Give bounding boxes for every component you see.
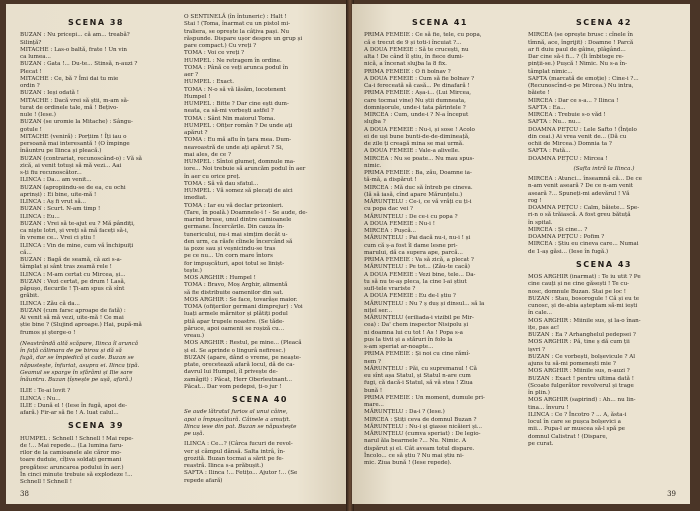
text-line: MIRCEA : Pușcă... xyxy=(364,228,417,234)
text-line: nem ? xyxy=(364,358,381,365)
text-line: în spital. xyxy=(528,219,553,226)
text-line: MITACHE (veniră) : Porțiim ! Îți iau o xyxy=(20,133,127,140)
text-line: HUMPEL : Bitte ? Dar cine ești dum- xyxy=(184,101,289,107)
text-line: iore... Noi trebuie să aruncăm podul în aer xyxy=(184,166,306,173)
text-line: mai ales, de ce ? xyxy=(184,151,231,158)
text-line: HUMPEL : Vă somez să plecați de aici xyxy=(184,188,293,194)
text-line: SAFTA : Ilinca !... Fetițo... Ajutor !... (Se xyxy=(184,470,298,477)
text-line: nimic. xyxy=(364,162,382,169)
text-line: DOAMNA PEȚCU : Mircea ! xyxy=(528,155,608,162)
text-line: ILINCA : M-am certat cu Mircea, și... xyxy=(20,271,126,278)
stage-direction xyxy=(528,166,680,173)
page-number: 39 xyxy=(667,490,676,498)
text-line: MITACHE : Ce, bă ? Îmi dai tu mie xyxy=(20,75,119,82)
text-line: aseară ?... Spuneți-mi adevărul ! Vă xyxy=(528,190,630,197)
text-line: nică, a încenat slujba la 8 fix. xyxy=(364,61,447,68)
text-line: PRIMA FEMEIE : Așa-i... (Lui Mircea, xyxy=(364,90,472,97)
text-line: traliera, se oprește la câțiva pași. Nu xyxy=(184,28,290,35)
right-column-2 xyxy=(528,14,680,448)
text-line: Dar cine să-i fi... ? (Îi îmbitege re- xyxy=(528,54,624,60)
text-line: în aer cu orice preț. xyxy=(184,173,241,180)
text-line: MĂRUNȚELU : Păi, cu supremanul ! Că xyxy=(364,365,478,372)
text-line: aprinși) : Ei bine, uite-mă ! xyxy=(20,191,97,198)
text-line: (Iă să iasă, cînd apare Mărunțelu.) xyxy=(364,191,463,198)
text-line: MIRCEA : Știți ceva de domnul Buzan ? xyxy=(364,416,477,423)
text-line: MIRCEA : Dar ce s-a... ? Ilinca ! xyxy=(528,97,619,104)
right-page xyxy=(352,4,690,504)
text-line: gotule ! xyxy=(20,126,42,133)
text-line: ILINCA : Aș fi vrut să... xyxy=(20,199,86,205)
text-line: Plecat ! xyxy=(20,68,42,75)
text-line: for impușcături, apoi totul se linișt- xyxy=(184,260,285,267)
scene-heading: SCENA 40 xyxy=(232,395,288,404)
text-line: sufl-tele vrariste ? xyxy=(364,286,416,292)
text-line: MIRCEA : Mă duc să întreb pe cineva. xyxy=(364,184,473,191)
text-line: imediat. xyxy=(184,195,208,202)
text-line: DOAMNA PEȚCU : Lele Safto ! (Înțelo xyxy=(528,126,637,133)
text-line: neavoastră de unde ați apărut ? Si, xyxy=(184,144,284,151)
text-line: năpustește, înfuriat, asupra ei. Ilinca țipă. xyxy=(20,362,140,369)
text-line: PRIMA FEMEIE : Ce să fie, tele, cu popa, xyxy=(364,32,482,39)
text-line: neata, ca să-mi vorbești astfel ? xyxy=(184,108,274,115)
text-line: bună ! xyxy=(364,387,383,394)
text-line: Ca-i fereceată să casă... Pe dinafară ! xyxy=(364,83,470,89)
text-line: A DOUA FEMEIE : Să te crucești, nu xyxy=(364,46,469,53)
text-line: tu să nu te-aș pleca, la cine l-ai știut xyxy=(364,278,467,285)
text-line: pare compact.) Cu vreți ? xyxy=(184,43,257,49)
text-line: pe curat. xyxy=(528,440,554,447)
text-line: TOMA : Să vă dau sfatul... xyxy=(184,180,259,187)
text-line: în plin.) xyxy=(528,390,550,396)
text-line: ițe, pas ac! xyxy=(528,324,560,331)
text-line: A DOUA FEMEIE : Cum să fie bolnav ? xyxy=(364,75,475,82)
text-line: germane. Încercările. Din cauza în- xyxy=(184,224,285,231)
dialogue-block xyxy=(20,436,172,487)
text-line: (Scoate fulgerător revolverul și trage xyxy=(528,382,634,389)
text-line: s-am speriat ar-noapte... xyxy=(364,344,434,350)
left-column-2 xyxy=(184,14,336,485)
text-line: grăbit. xyxy=(20,293,39,300)
text-line: păpușo, flecurile ! Ți-am spus că sînt xyxy=(20,286,125,292)
text-line: BUZAN : Bagă de seamă, că azi s-a- xyxy=(20,257,122,263)
text-line: MIRCEA (se oprește brusc : cînele în xyxy=(528,32,634,39)
text-line: den urm, ca răsfe cîinele încercând să xyxy=(184,238,293,245)
text-line: PRIMA FEMEIE : O fi bolnav ? xyxy=(364,68,451,75)
text-line: ILINCA : Ce...? (Cârca fucuri de revol- xyxy=(184,441,293,448)
text-line: MĂRUNȚELU : Da-i ? (Iese.) xyxy=(364,409,445,416)
text-line: știe bine ? (Slujind aproape.) Hai, pupă-mă xyxy=(20,322,142,329)
text-line: tina... învuru ! xyxy=(528,404,569,411)
text-line: MĂRUNȚELU : De ce-i cu popa ? xyxy=(364,213,458,220)
text-line: să fie distribuite oamenilor din sat. xyxy=(184,289,284,296)
text-line: tîmnă, ace, îngrijit) : Doamne ! Parcă xyxy=(528,39,634,46)
text-line: în cale... xyxy=(528,310,553,317)
text-line: Humpel ! xyxy=(184,93,211,100)
text-line: persoană mai interesantă ! (O împinge xyxy=(20,141,130,147)
scene-heading: SCENA 41 xyxy=(412,18,468,27)
text-line: ILIE : Dună el ! (Iese în fugă, apoi de- xyxy=(20,402,127,409)
text-line: MOS ARGHIR : Miinile sus, și la-o înan- xyxy=(528,317,641,324)
text-line: BUZAN : Exact ! pentru ultima dată ! xyxy=(528,375,635,382)
text-line: ordin ? xyxy=(20,83,40,89)
text-line: PRIMA FEMEIE : Va să zică, a plecat ? xyxy=(364,257,474,263)
text-line: alta ! De când îl știu, în fiece dumi- xyxy=(364,54,464,60)
left-page xyxy=(6,4,348,504)
text-line: nițel ser... xyxy=(364,307,393,314)
text-line: rilor de la camioanele ale căror mo- xyxy=(20,450,122,456)
text-line: PRIMA FEMEIE : Un moment, dumule pri- xyxy=(364,394,485,401)
text-line: în vreme ce... Vrei ci știu ! xyxy=(20,235,96,242)
text-line: Ai venit să mă vezi, uite-mă ! Ce mai xyxy=(20,315,124,321)
text-line: ILINCA : Ce ? Încotro ? ... A, ăsta-i xyxy=(528,411,627,418)
text-line: mic. Ziua bună ! (Iese repede). xyxy=(364,460,452,466)
text-line: MOS ARGHIR (inarmat) : Te iu utit ? Pe xyxy=(528,274,641,280)
text-line: ca niște lotri, și vreți să mă faceți să-i, xyxy=(20,228,129,234)
text-line: luați armele mărnitor și plătiți podul xyxy=(184,311,288,318)
text-line: ochii de Mircea.) Domnia ta ? xyxy=(528,141,612,147)
right-column-1 xyxy=(364,14,516,467)
text-line: TOMA : Eu mă aflu în țara mea. Dum- xyxy=(184,137,292,144)
text-line: MĂRUNȚELU : Nu-i și giasse nicăieri și... xyxy=(364,423,483,430)
dialogue-block xyxy=(20,32,172,337)
text-line: că... xyxy=(20,249,32,256)
text-line: de zile ți creagă mina se mai urmă. xyxy=(364,141,464,147)
text-line: ri-n o să trăiască. A fost greu bătuță xyxy=(528,212,631,219)
text-line: MĂRUNȚELU : Pe tot... (Zău-te cacă) xyxy=(364,264,470,271)
text-line: MIRCEA : Și cine... ? xyxy=(528,226,588,233)
text-line: s-ți fiu recunoscător... xyxy=(20,170,82,176)
text-line: zică, ai venit totuși să mă vezi... Aai xyxy=(20,162,122,169)
text-line: vreau.) xyxy=(184,333,205,339)
dialogue-block xyxy=(184,14,336,391)
text-line: marului, dă ca supera ape, parcă... xyxy=(364,249,463,256)
text-line: MOS ARGHIR : Miinile sus, n-auzi ? xyxy=(528,368,630,375)
text-line: ișvri ? xyxy=(528,346,546,353)
text-line: BUZAN (cum farsc aproape de fată) : xyxy=(20,307,126,314)
text-line: MĂRUNȚELU : Ce-i, ce vă vrăți cu ți-i xyxy=(364,199,472,205)
text-line: răspunde. Dispare ușor despre un grup și xyxy=(184,35,303,42)
scene-heading: SCENA 39 xyxy=(68,421,124,431)
text-line: marind bruse, unul dintre camioanele xyxy=(184,217,292,223)
text-line: toare duduie, cîțiva soldați germani xyxy=(20,457,122,464)
text-line: TOMA (ofițerilor germani dimprejur) : Voi xyxy=(184,304,303,310)
text-line: ca lumea... xyxy=(20,54,51,60)
text-line: (Safta intră la Ilinca.) xyxy=(573,165,635,172)
text-line: TOMA : Voi ce vreți ? xyxy=(184,50,245,57)
text-line: TOMA : Iar eu vă declar prizonieri. xyxy=(184,202,284,209)
text-line: BUZAN (se uromie la Mitache) : Sângu- xyxy=(20,119,133,126)
text-line: pus la tivii și a stăruri în folo la xyxy=(364,336,453,343)
text-line: TOMA : N-o să vă lăsăm, locotenent xyxy=(184,86,286,93)
text-line: PRIMA FEMEIE : Ba, zău, Doamne ia- xyxy=(364,170,472,176)
text-line: ptiă apar trupele noastre. (Se tăde- xyxy=(184,318,285,325)
text-line: HUMPEL : Ne retragem în ordine. xyxy=(184,57,282,64)
text-line: A DOUA FEMEIE : Nu-i, și sose ! Acolo xyxy=(364,126,475,133)
text-line: n-am venit aseară ? De ce n-am venit xyxy=(528,183,634,190)
text-line: BUZAN : Stau, bosorogule ! Că și eu te xyxy=(528,295,640,302)
text-line: cea) : Da' chem inspector Nisipolu și xyxy=(364,322,469,329)
text-line: apoi o împușcătură. Câinele a amuțit. xyxy=(184,416,291,423)
text-line: și el. Se aprinde o lingurâ nefiresc.) xyxy=(184,347,286,354)
text-line: ei de uși bune bunti-de-de-dimineață, xyxy=(364,133,470,140)
text-line: cum că ș-a fost îl dame lesne pri- xyxy=(364,242,458,249)
page-number: 38 xyxy=(20,490,29,498)
text-line: MITACHE : Las-o baltă, frate ! Un vin xyxy=(20,46,127,53)
text-line: BUZAN : Vrei să te-ajut eu ? Mă pândiți, xyxy=(20,220,135,227)
scene-heading: SCENA 38 xyxy=(68,18,124,27)
dialogue-block xyxy=(528,176,680,256)
text-line: A DOUA FEMEIE : Eu de-l știu ? xyxy=(364,293,456,300)
text-line: aer ? xyxy=(184,72,199,78)
text-line: ptate, orecetează afară locul, dă de ca- xyxy=(184,362,295,368)
text-line: BUZAN : Nu pricepi... că am... treabă? xyxy=(20,32,130,39)
text-line: înăuntru. Buzan țîșnește pe ușă, afară.) xyxy=(20,377,133,383)
text-line: TOMA : Până ce veți arunca podul în xyxy=(184,64,289,71)
text-line: fugi, că dacă-i Statul, să vă stea ! Ziua xyxy=(364,380,473,387)
text-line: narul ăla bearmele ?... Nu. Nimic. A xyxy=(364,438,467,445)
text-line: tâmplat și sânt tras zeamă rele ! xyxy=(20,264,112,271)
text-line: mare... xyxy=(364,402,384,408)
text-line: ni doamna lui cu tot ! As ! Popa s-a xyxy=(364,329,464,336)
text-line: ILINCA : Zău că da... xyxy=(20,300,80,307)
text-line: cine cauți și ne cine găsești ! Te cu- xyxy=(528,281,630,288)
text-line: BUZAN : Gata !... Du-te... Stinsă, n-auzi ? xyxy=(20,61,138,68)
text-line: davrul lui Humpel, îl privește de- xyxy=(184,369,278,376)
text-line: grozită. Buzan tocmai a sărit pe fe- xyxy=(184,455,284,462)
text-line: BUZAN : Ea ? Arhanghelul pedepsei ? xyxy=(528,332,636,338)
text-line: Geamul se sparge în sfărâmi și Ilie sare xyxy=(20,369,133,376)
text-line: tă-mă, a dispărut ! xyxy=(364,177,417,184)
text-line: BUZAN : Ce vorbești, bolșevicule ? Al xyxy=(528,353,636,360)
text-line: BUZAN (apropiindu-se de ea, cu ochi xyxy=(20,184,126,191)
text-line: MĂRUNȚELU (cumva speriat) : De legio- xyxy=(364,431,481,437)
text-line: ILINCA : Vin de mine, cum vă închipuiți xyxy=(20,242,134,249)
text-line: turat de ordinele tale, mă ! Bețivo- xyxy=(20,104,119,111)
text-line: ILINCA : Eu... xyxy=(20,213,60,220)
text-line: ver și câmpul dânsă. Salta intrâ, în- xyxy=(184,448,285,455)
text-line: BUZAN : Scurt. N-am timp ! xyxy=(20,206,101,213)
text-line: MĂRUNȚELU : Pai dacă nu-i, nu-i ! și xyxy=(364,235,471,242)
text-line: BUZAN (apare, dând o vreme, pe neaște- xyxy=(184,354,301,361)
text-line: BUZAN : Ieși odată ! xyxy=(20,90,79,97)
text-line: În cinci minute trebuie să explodeze !... xyxy=(20,471,133,478)
text-line: Păcat... Dar vom pedepsi, ți-o jur ! xyxy=(184,383,282,390)
text-line: BUZAN (contrariat, recunoscând-o) : Vă să xyxy=(20,155,143,162)
text-line: cu popa dac vei ? xyxy=(364,206,414,213)
text-line: repede afară) xyxy=(184,477,223,484)
text-line: MĂRUNȚELU (eriliada-i vizibil pe Mir- xyxy=(364,315,474,321)
text-line: de !... Mai repede... (La lumina faru- xyxy=(20,442,124,449)
text-line: care tocmai vine) Nu știi dumneata, xyxy=(364,97,466,104)
text-line: MIRCEA : Trebuie s-o văd ! xyxy=(528,112,606,118)
text-line: DOAMNA PEȚCU : Pofim ? xyxy=(528,234,605,240)
text-line: A DOUA FEMEIE : Vezi bine, tele... Da- xyxy=(364,271,476,278)
text-line: ILINCA : Nu... xyxy=(20,395,61,402)
text-line: afară.) Fir-ar să fie ! A. luat calul... xyxy=(20,410,119,416)
text-line: din ceai.) Ai vrea venit de... (Dă cu xyxy=(528,133,627,140)
dialogue-block xyxy=(528,32,680,163)
text-line: tâmplat nimic... xyxy=(528,68,573,75)
text-line: cunosc, și de-abia așteptam să-mi iești xyxy=(528,303,638,309)
text-line: Schnell ! Schnell ! xyxy=(20,479,72,485)
text-line: PRIMA FEMEIE : Și noi cu cine rămî- xyxy=(364,351,471,358)
text-line: ar fi duiu paul de gâine, plâgând... xyxy=(528,46,626,53)
text-line: eu sînt așa Statul, și Statul n-are cum xyxy=(364,373,471,379)
text-line: băiete ! xyxy=(528,90,550,97)
text-line: ia poze sau și veșnicindu-se tras xyxy=(184,246,276,252)
text-line: dispărut și el. Cât aveam totul dispare. xyxy=(364,445,475,452)
text-line: pregătesc aruncarea podului în aer.) xyxy=(20,464,124,471)
text-line: ILIE : Te-ai lovit ? xyxy=(20,388,71,395)
text-line: locul în care se pușca bolșevici a xyxy=(528,419,622,425)
dialogue-block xyxy=(528,274,680,448)
text-line: TOMA : Bravo, Moș Arghir, alimentă xyxy=(184,282,288,289)
text-line: A DOUA FEMEIE : Vale-a alivelle. xyxy=(364,148,460,155)
text-line: MOS ARGHIR : Pă, tine ș dă cum ții xyxy=(528,339,630,346)
dialogue-block xyxy=(364,32,516,467)
text-line: nosc, domnule Buzan. Stai pe loc ! xyxy=(528,288,626,295)
text-line: Se aude lătratul furios al unui câine, xyxy=(184,409,288,416)
text-line: MIRCEA : Nu se poate... Nu mau spus- xyxy=(364,155,475,162)
text-line: A DOUA FEMEIE : Nu-i ! xyxy=(364,220,435,227)
text-line: MOS ARGHIR : Se face, tovarășe maior. xyxy=(184,296,298,303)
text-line: MITACHE : Dacă vrei să știi, m-am să- xyxy=(20,97,129,104)
text-line: Silință? xyxy=(20,39,42,46)
text-line: tunericului, nu-i mai simțim decât u- xyxy=(184,231,288,238)
stage-direction xyxy=(20,341,172,385)
text-line: DOAMNA PEȚCU : Calm, băiete... Spe- xyxy=(528,205,640,211)
text-line: SAFTA : Fată... xyxy=(528,148,571,155)
text-line: apărut ? xyxy=(184,130,208,136)
text-line: TOMA : Sânt Nin maiorul Toma. xyxy=(184,115,276,122)
text-line: în față câlimara de pe birou și dă să xyxy=(20,348,122,354)
text-line: MIRCEA : Știu eu cineva care... Numai xyxy=(528,241,639,248)
dialogue-block xyxy=(184,441,336,485)
text-line: HUMPEL : Exact. xyxy=(184,79,235,86)
text-line: (Tare, în poală.) Doamnele-i ! - Se aude, de- xyxy=(184,209,308,216)
text-line: rog ! xyxy=(528,197,542,204)
text-line: pe ce nu... Un corn mare întors xyxy=(184,253,273,260)
text-line: înăuntru pe Ilinca și pleacă.) xyxy=(20,148,102,155)
text-line: ajuns tu să-mi pomenești mie ? xyxy=(528,361,616,367)
text-line: mii... Pupa-l ar muscea să-l spă pe xyxy=(528,426,625,433)
text-line: ILINCA : Da... am venit... xyxy=(20,177,92,184)
text-line: MOS ARGHIR : Restul, pe mine... (Pleacă xyxy=(184,340,302,347)
stage-direction xyxy=(184,409,336,438)
text-line: (Neastrândă altă scăpare, Ilinca îl aruncă xyxy=(20,340,139,347)
text-line: MIRCEA : Atunci... înseamnă că... De ce xyxy=(528,176,642,182)
text-line: HUMPEL : Sîntoi glumeț, domnule ma- xyxy=(184,159,295,165)
text-line: O SENTINELĂ (în întuneric) : Halt ! xyxy=(184,14,287,20)
text-line: MĂRUNȚELU : Nu ? ș duș și dinsul... să la xyxy=(364,300,485,307)
text-line: MIRCEA : Cum, unde-i ? N-a început xyxy=(364,112,469,118)
text-line: pinții-se.) Pușcă ! Nimic. Nu s-a în- xyxy=(528,61,628,68)
left-column-1 xyxy=(20,14,172,486)
dialogue-block xyxy=(20,388,172,417)
text-line: MOS ARGHIR : Humpel ! xyxy=(184,275,256,281)
text-line: nule ! (Iese.) xyxy=(20,112,56,118)
text-line: SAFTA : Nu... nu... xyxy=(528,119,581,126)
text-line: HUMPEL : Schnell ! Schnell ! Mai repe- xyxy=(20,435,134,442)
text-line: domnișorule, unde-i tata părintele ? xyxy=(364,104,466,111)
text-line: fugă, dar se împiedică și cade. Buzan se xyxy=(20,355,134,362)
text-line: (Recunoscînd-o pe Mircea.) Nu intra, xyxy=(528,83,634,89)
text-line: Încolo... ce să știu ? Nu mai știu ni- xyxy=(364,452,464,459)
text-line: Stai ! (Toma, înarmat cu un pistol mi- xyxy=(184,21,291,28)
text-line: slujba ? xyxy=(364,119,386,126)
text-line: HUMPEL : Ofițer român ? De unde ați xyxy=(184,122,293,129)
text-line: frumos și șterge-o ! xyxy=(20,329,76,336)
text-line: păruce, apoi oamenii se roșiză cu... xyxy=(184,325,285,332)
text-line: tește.) xyxy=(184,267,202,274)
text-line: SAFTA (marcată de emoție) : Cine-i ?... xyxy=(528,75,639,82)
text-line: că e trecut de 9 și toti-i încuiat ?... xyxy=(364,39,462,46)
scene-heading: SCENA 43 xyxy=(576,259,632,269)
text-line: zamăgit) : Păcat, Herr Oberleutnant... xyxy=(184,376,293,383)
text-line: SAFTA : Ea... xyxy=(528,104,566,111)
scene-heading: SCENA 42 xyxy=(576,18,632,27)
text-line: Ilinca iese din pat. Buzan se năpustește xyxy=(184,423,297,430)
text-line: BUZAN : Vezi certat, pe drum ! Lasă, xyxy=(20,278,126,285)
text-line: de 1-aș găsi... (Iese în fugă.) xyxy=(528,248,609,255)
text-line: MOS ARGHIR (sapirind) : Ah... nu lin- xyxy=(528,397,636,404)
text-line: pe ușă. xyxy=(184,431,205,437)
text-line: reastră. Ilinca s-a prăbușit.) xyxy=(184,463,264,469)
text-line: domnul Calistrat ! (Dispare, xyxy=(528,433,608,440)
